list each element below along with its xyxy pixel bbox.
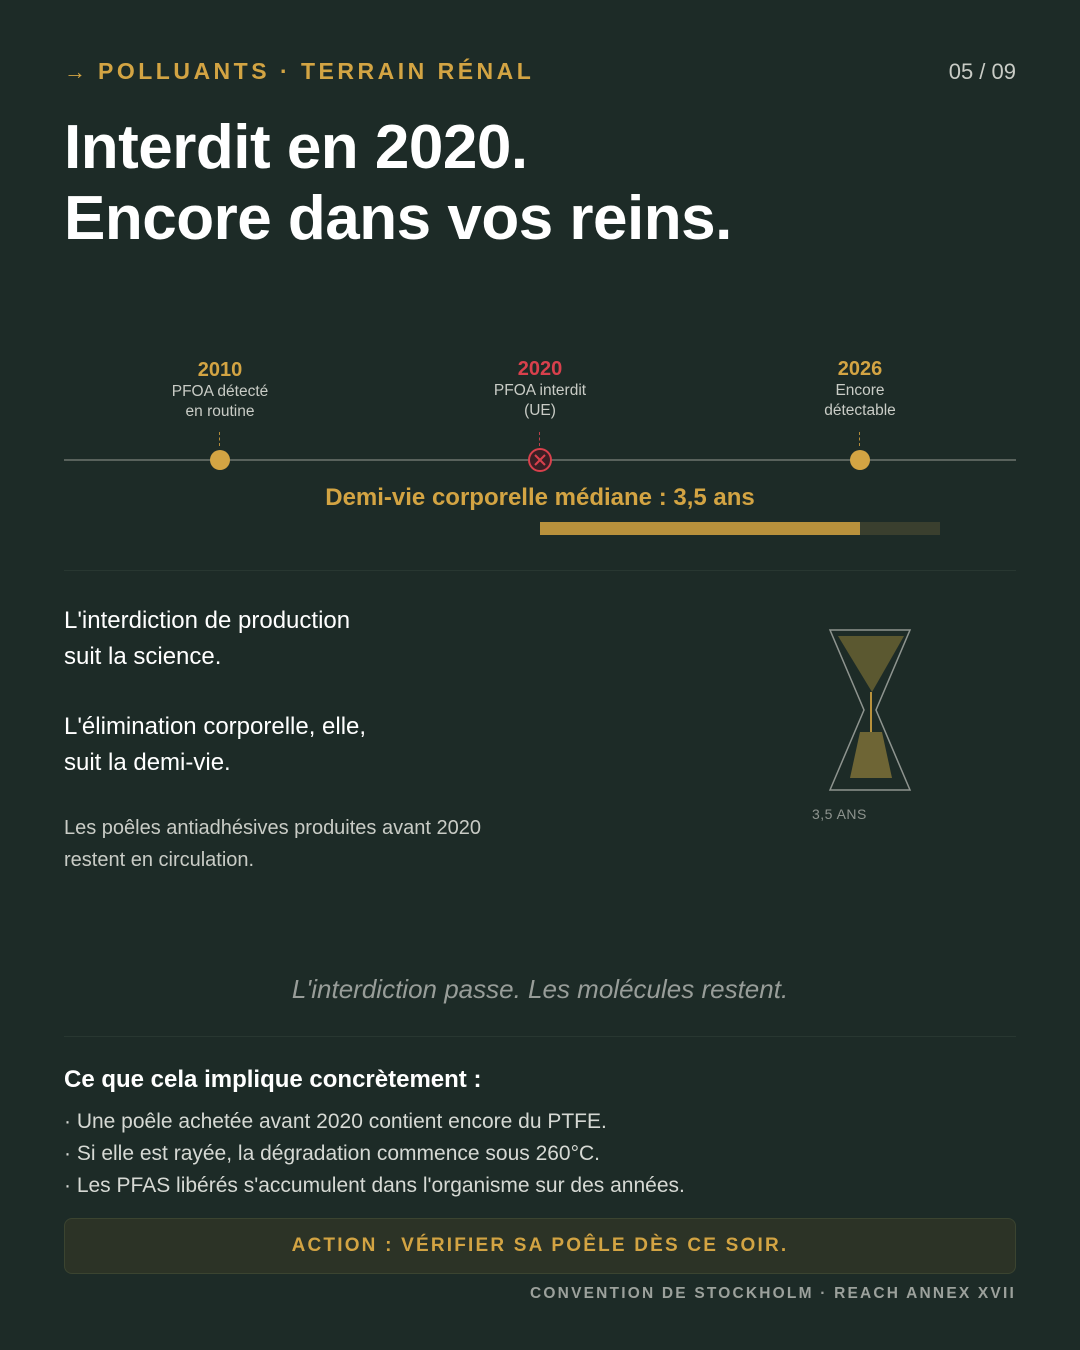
timeline-event-2020 <box>440 357 640 421</box>
timeline-event-2026 <box>760 357 960 421</box>
source-footer: CONVENTION DE STOCKHOLM · REACH ANNEX XVII <box>530 1285 1016 1302</box>
implications-list <box>64 1106 685 1202</box>
half-life-label: Demi-vie corporelle médiane : 3,5 ans <box>325 484 755 511</box>
timeline-caption: Encore <box>835 382 885 399</box>
timeline-event-2010 <box>120 358 320 422</box>
ban-cross-icon <box>527 447 553 473</box>
timeline-year: 2010 <box>197 359 243 381</box>
timeline-caption: détectable <box>824 402 896 419</box>
page-title <box>64 112 732 254</box>
divider <box>64 570 1016 571</box>
section-eyebrow <box>64 58 534 85</box>
action-banner: ACTION : VÉRIFIER SA POÊLE DÈS CE SOIR. <box>64 1218 1016 1274</box>
eyebrow-label: POLLUANTS · TERRAIN RÉNAL <box>98 58 535 84</box>
paragraph-line: L'interdiction de production <box>64 607 351 634</box>
timeline-tick <box>859 432 860 446</box>
hourglass-icon <box>826 626 916 794</box>
title-line-1: Interdit en 2020. <box>64 113 528 182</box>
paragraph-science <box>64 603 350 675</box>
timeline-year: 2026 <box>837 358 883 380</box>
half-life-bar <box>540 522 940 535</box>
timeline-caption: en routine <box>185 403 255 420</box>
half-life-bar-fill <box>540 522 860 535</box>
timeline-year: 2020 <box>517 358 563 380</box>
timeline-caption: (UE) <box>524 402 556 419</box>
page-counter: 05 / 09 <box>948 59 1016 84</box>
timeline-dot <box>850 450 870 470</box>
paragraph-half-life <box>64 709 366 781</box>
divider <box>64 1036 1016 1037</box>
paragraph-line: L'élimination corporelle, elle, <box>64 713 367 740</box>
pull-quote: L'interdiction passe. Les molécules restent. <box>291 974 789 1004</box>
paragraph-line: suit la demi-vie. <box>64 749 231 776</box>
arrow-right-icon: → <box>64 58 86 84</box>
note-text <box>64 812 481 876</box>
timeline-tick <box>539 432 540 446</box>
hourglass-label: 3,5 ANS <box>812 806 867 822</box>
timeline-dot <box>210 450 230 470</box>
implications-title: Ce que cela implique concrètement : <box>64 1066 482 1093</box>
note-line: Les poêles antiadhésives produites avant 2020 <box>64 817 481 839</box>
title-line-2: Encore dans vos reins. <box>64 184 732 253</box>
timeline-caption: PFOA détecté <box>171 383 269 400</box>
timeline-tick <box>219 432 220 446</box>
list-item: · Les PFAS libérés s'accumulent dans l'organisme sur des années. <box>64 1174 685 1197</box>
list-item: · Une poêle achetée avant 2020 contient encore du PTFE. <box>64 1110 607 1133</box>
list-item: · Si elle est rayée, la dégradation commence sous 260°C. <box>64 1142 601 1165</box>
note-line: restent en circulation. <box>64 849 255 871</box>
timeline-caption: PFOA interdit <box>493 382 587 399</box>
paragraph-line: suit la science. <box>64 643 222 670</box>
